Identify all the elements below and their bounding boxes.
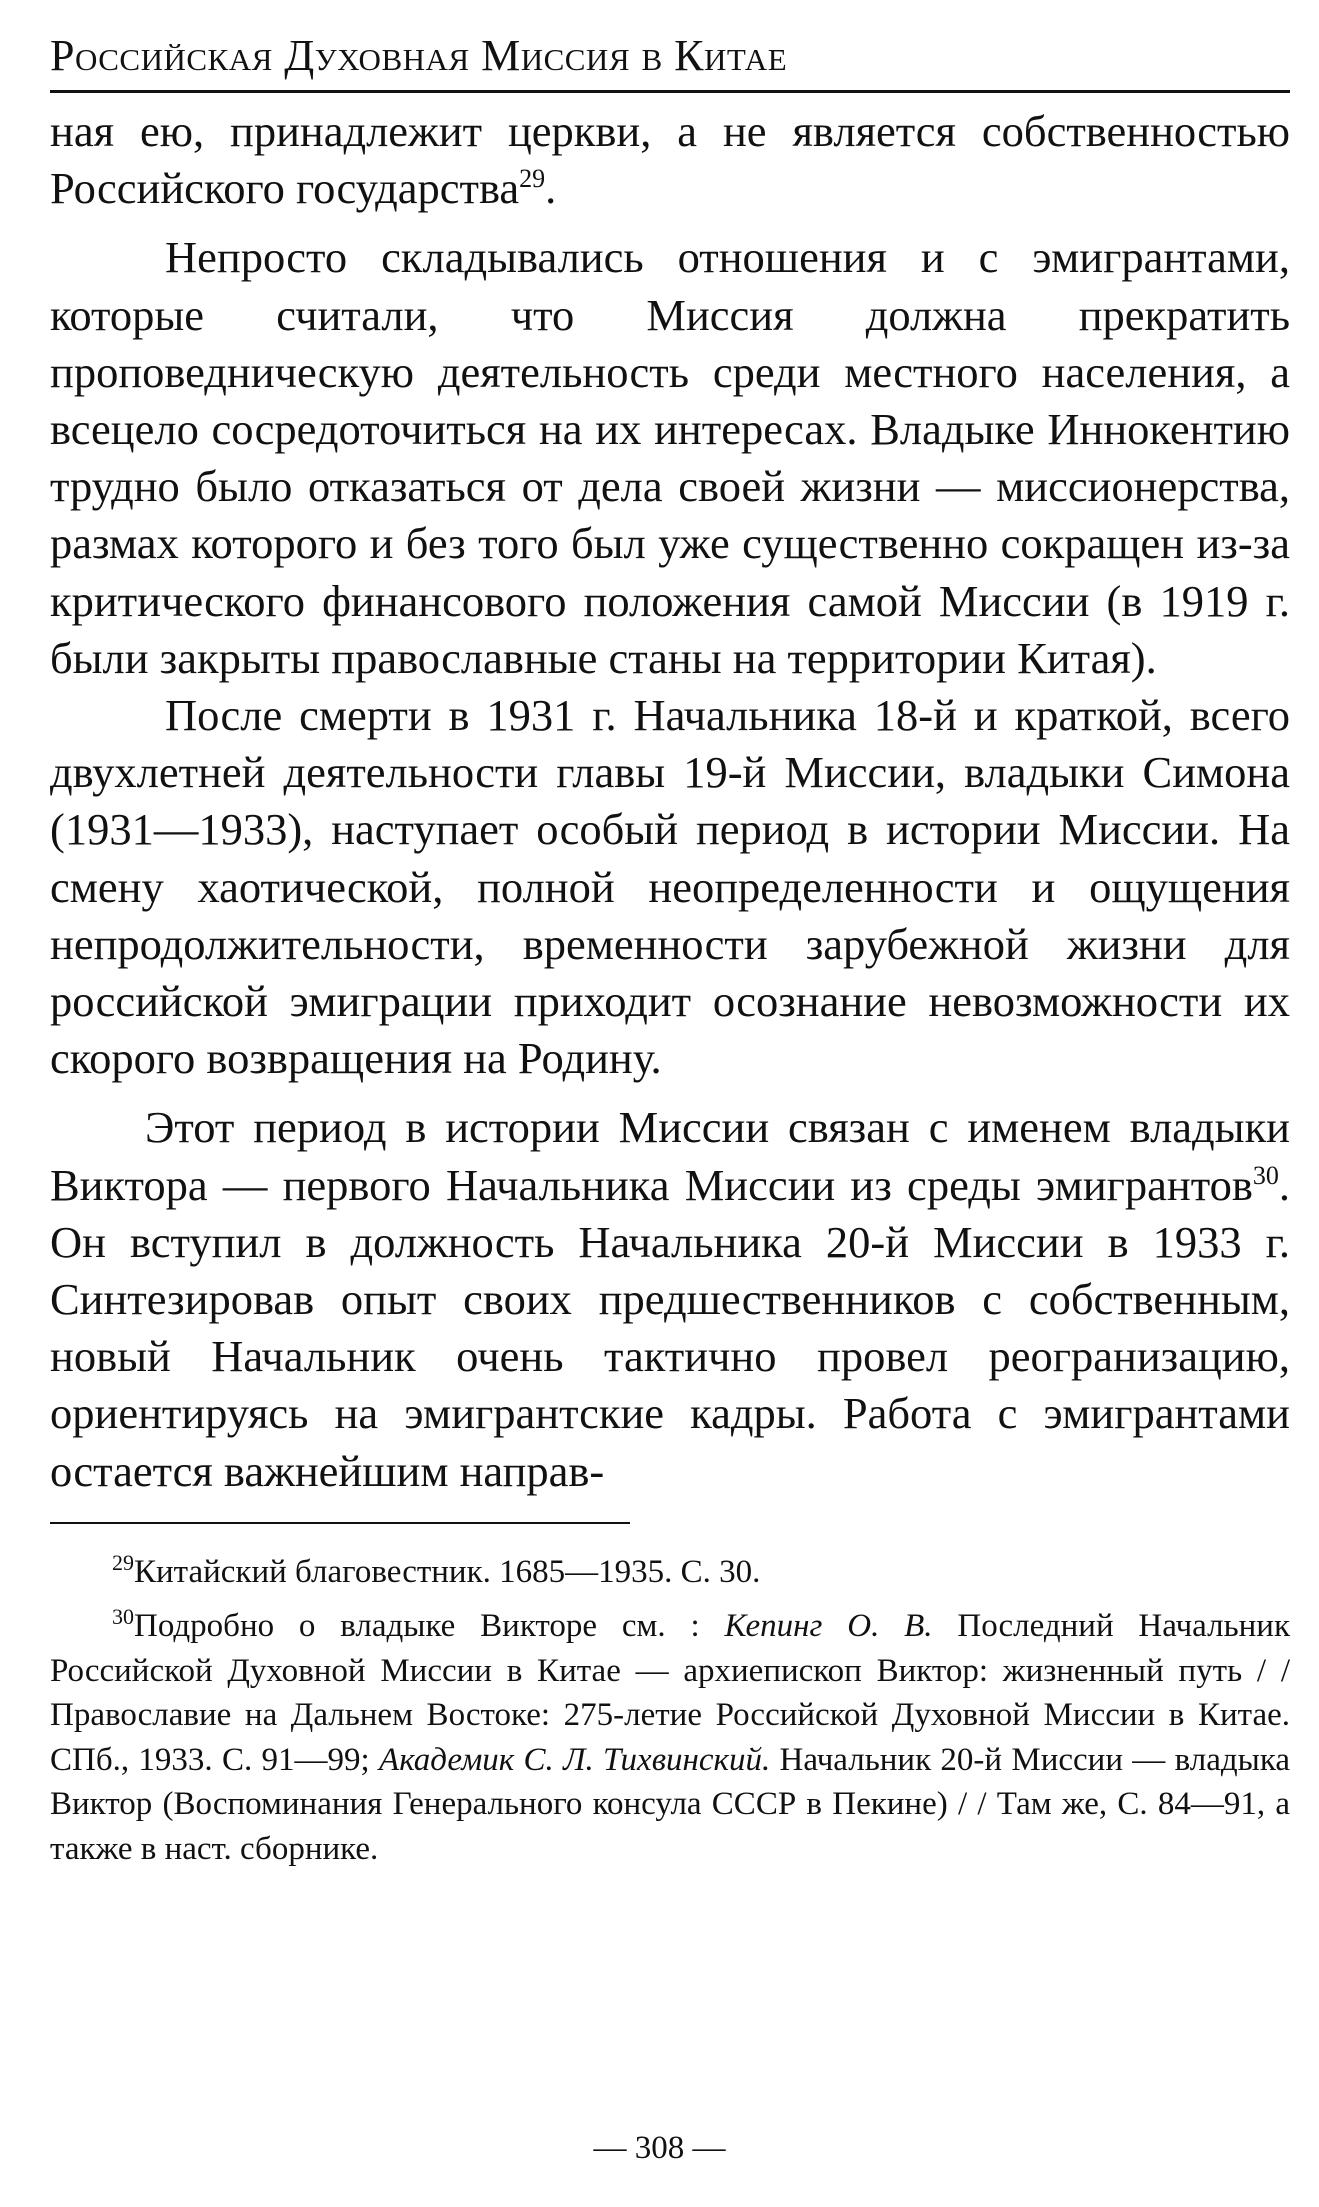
footnote-text: Последний Начальник Российской Духовной Миссии в Китае — архиепископ Виктор: жизненный путь / / Православие на Дальнем Востоке: 275-летие Российской Духовной Миссии в Китае. СПб., 1933. С. 91—99; xyxy=(50,1608,1290,1778)
footnote-divider xyxy=(50,1522,630,1524)
page-number: — 308 — xyxy=(593,2130,726,2166)
paragraph-emigrants: Непросто складывались отношения и с эмигрантами, которые считали, что Миссия должна прекратить проповедническую деятельность среди местного населения, а всецело сосредоточиться на их интересах. Владыке Иннокентию трудно было отказаться от дела своей жизни — миссионерства, размах которого и без того был уже существенно сокращен из-за критического финансового положения самой Миссии (в 1919 г. были закрыты православные станы на территории Китая). xyxy=(50,232,1290,683)
paragraph-viktor xyxy=(50,1099,1290,1499)
footnote-30 xyxy=(50,1604,1290,1871)
paragraph-text: ная ею, принадлежит церкви, а не является собственностью Российского государства xyxy=(50,106,1290,214)
footnote-ref-29: 29 xyxy=(519,164,546,194)
paragraph-continuation xyxy=(50,103,1290,217)
paragraph-text: Этот период в истории Миссии связан с именем владыки Виктора — первого Начальника Миссии из среды эмигрантов xyxy=(50,1102,1290,1210)
footnotes xyxy=(50,1550,1290,1872)
footnote-29 xyxy=(50,1550,1290,1595)
footnote-text: Подробно о владыке Викторе см. : xyxy=(134,1608,725,1645)
footnote-author: Академик С. Л. Тихвинский. xyxy=(379,1741,771,1778)
footnote-marker: 30 xyxy=(112,1604,134,1630)
running-head: Российская Духовная Миссия в Китае xyxy=(50,28,1290,93)
footnote-marker: 29 xyxy=(112,1549,134,1575)
paragraph-after-1931: После смерти в 1931 г. Начальника 18-й и краткой, всего двухлетней деятельности главы 19-й Миссии, владыки Симона (1931—1933), наступает особый период в истории Миссии. На смену хаотической, полной неопределенности и ощущения непродолжительности, временности зарубежной жизни для российской эмиграции приходит осознание невозможности их скорого возвращения на Родину. xyxy=(50,690,1290,1084)
footnote-ref-30: 30 xyxy=(1252,1160,1279,1190)
footnote-author: Кепинг О. В. xyxy=(724,1608,933,1645)
body-text xyxy=(50,103,1290,1500)
footnote-text: Начальник 20-й Миссии — владыка Виктор (Воспоминания Генерального консула СССР в Пекине) / / Там же, С. 84—91, а также в наст. сборнике. xyxy=(50,1741,1291,1867)
paragraph-text-end: . xyxy=(545,163,557,214)
footnote-text: Китайский благовестник. 1685—1935. С. 30. xyxy=(134,1553,761,1590)
paragraph-text-end: . Он вступил в должность Начальника 20-й Миссии в 1933 г. Синтезировав опыт своих предшественников с собственным, новый Начальник очень тактично провел реогранизацию, ориентируясь на эмигрантские кадры. Работа с эмигрантами остается важнейшим направ- xyxy=(50,1159,1290,1496)
book-page xyxy=(50,28,1290,1871)
